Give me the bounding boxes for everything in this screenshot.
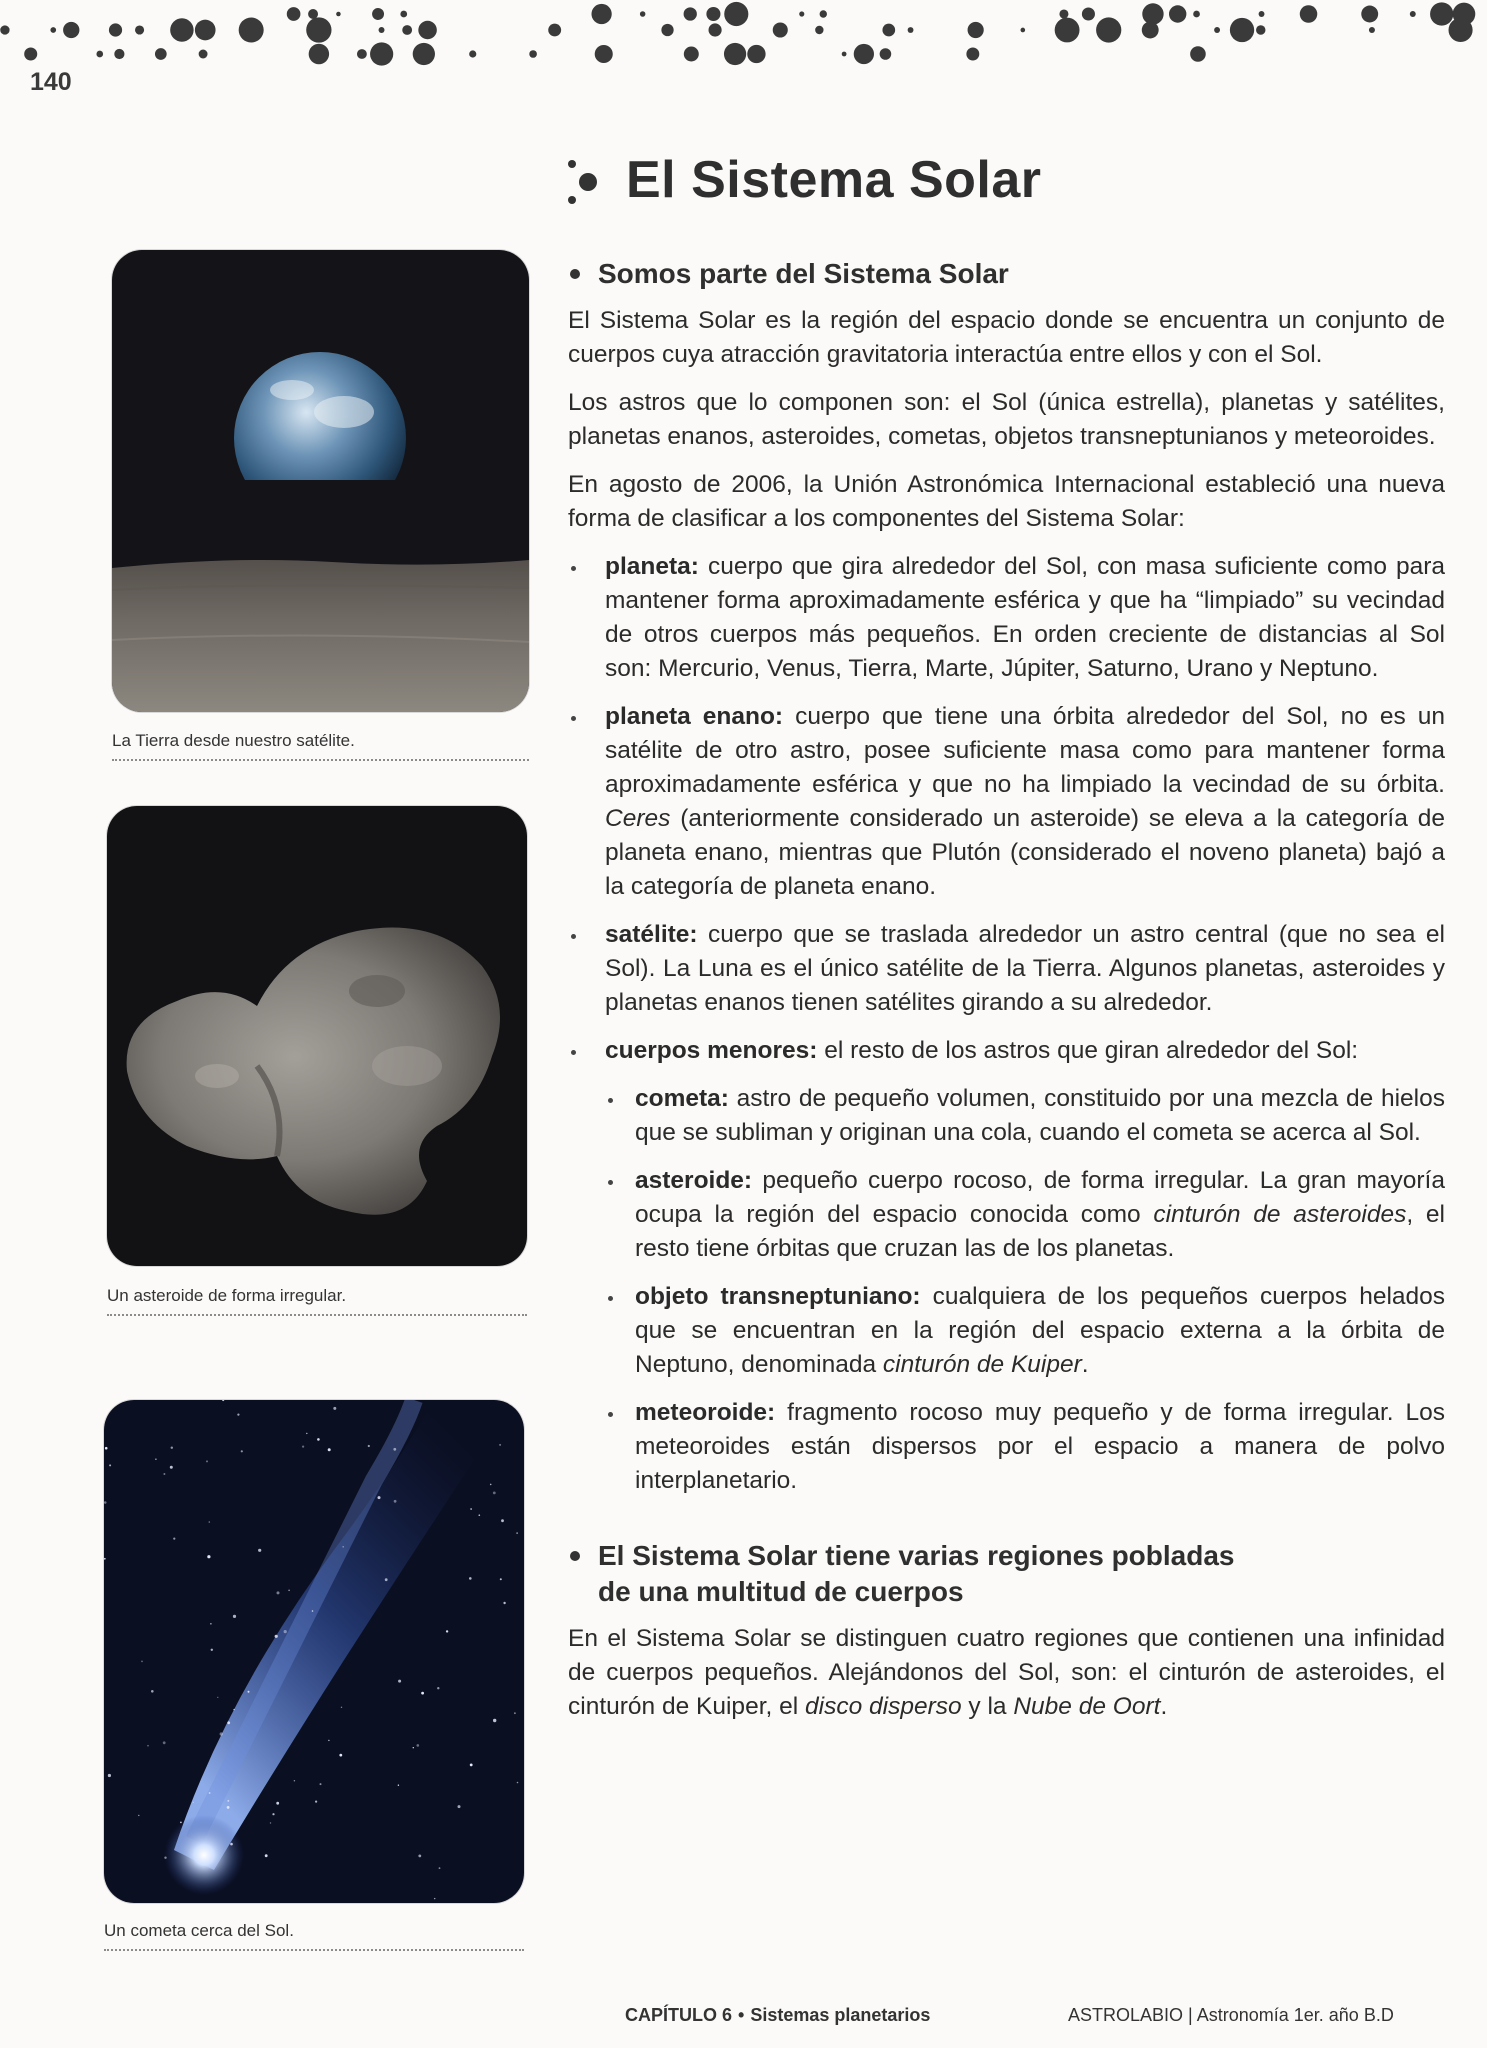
decorative-dot xyxy=(815,26,823,34)
decorative-dot xyxy=(591,4,611,24)
star xyxy=(276,1802,279,1805)
decorative-dot xyxy=(854,44,874,64)
term-definition: fragmento rocoso muy pequeño y de forma irregular. Los meteoroides están dispersos por el espacio a manera de polvo interplanetario. xyxy=(635,1399,1445,1494)
star xyxy=(501,1519,504,1522)
decorative-dot xyxy=(1410,11,1416,17)
star xyxy=(151,1690,154,1693)
star xyxy=(328,1740,329,1741)
decorative-dot xyxy=(661,24,673,36)
decorative-dot xyxy=(170,18,193,41)
star xyxy=(439,1867,441,1869)
decorative-dot xyxy=(1214,27,1220,33)
decorative-dot xyxy=(1230,18,1254,42)
decorative-dot xyxy=(63,22,79,38)
star xyxy=(284,1630,287,1633)
decorative-dot xyxy=(135,25,144,34)
star xyxy=(105,1447,108,1450)
decorative-dot xyxy=(684,47,699,62)
star xyxy=(155,1458,157,1460)
star xyxy=(417,1744,420,1747)
star xyxy=(421,1692,424,1695)
decorative-dot xyxy=(239,17,264,42)
star xyxy=(517,1782,519,1784)
star xyxy=(233,1615,236,1618)
star xyxy=(241,1450,243,1452)
decorative-dot xyxy=(1142,3,1163,24)
star xyxy=(109,1464,111,1466)
star xyxy=(170,1466,173,1469)
star xyxy=(479,1514,481,1516)
decorative-dot xyxy=(1256,25,1265,34)
decorative-dot xyxy=(199,50,208,59)
decorative-dot xyxy=(287,7,301,21)
section-heading: El Sistema Solar tiene varias regiones pobladas de una multitud de cuerpos xyxy=(568,1538,1268,1610)
decorative-dot xyxy=(966,48,979,61)
star xyxy=(147,1745,149,1747)
term-label: cometa: xyxy=(635,1085,729,1112)
decorative-dot xyxy=(1169,5,1186,22)
star xyxy=(227,1800,229,1802)
star xyxy=(398,1785,399,1786)
star xyxy=(270,1822,271,1823)
earth-rise-photo xyxy=(112,250,529,712)
decorative-dot xyxy=(968,22,984,38)
decorative-dot xyxy=(357,49,367,59)
decorative-dot xyxy=(595,45,613,63)
star xyxy=(171,1447,173,1449)
decorative-dot xyxy=(773,22,788,37)
paragraph-text: En el Sistema Solar se distinguen cuatro regiones que contienen una infinidad de cuerpos pequeños. Alejándonos del Sol, son: el cinturón de asteroides, el cinturón de Kuiper, el xyxy=(568,1625,1445,1720)
star xyxy=(317,1438,320,1441)
decorative-dot xyxy=(114,49,124,59)
term-definition: cualquiera de los pequeños cuerpos helados que se encuentran en la región del espacio externa a la órbita de Neptuno, denominada xyxy=(635,1283,1446,1378)
term-definition: . xyxy=(1081,1351,1089,1378)
decorative-dot xyxy=(308,9,318,19)
star xyxy=(490,1484,492,1486)
chapter-label: CAPÍTULO 6 xyxy=(625,2005,733,2025)
star xyxy=(210,1623,212,1625)
star xyxy=(499,1444,501,1446)
decorative-dot xyxy=(109,23,122,36)
star xyxy=(470,1508,472,1510)
minor-bodies-list xyxy=(605,1082,1445,1498)
decorative-dot-band xyxy=(0,0,1487,78)
term-definition: astro de pequeño volumen, constituido por una mezcla de hielos que se subliman y originan una cola, cuando el cometa se acerca al Sol. xyxy=(635,1085,1445,1146)
star xyxy=(275,1635,278,1638)
star xyxy=(500,1578,502,1580)
decorative-dot xyxy=(799,11,804,16)
star xyxy=(180,1822,182,1824)
star xyxy=(248,1691,250,1693)
decorative-dot xyxy=(0,25,9,34)
star xyxy=(394,1500,397,1503)
decorative-dot xyxy=(842,52,847,57)
star xyxy=(209,1521,211,1523)
italic-term: disco disperso xyxy=(805,1693,962,1720)
star xyxy=(237,1414,239,1416)
star xyxy=(163,1473,165,1475)
star xyxy=(288,1590,290,1592)
star xyxy=(173,1538,175,1540)
star xyxy=(446,1630,448,1632)
paragraph-text: y la xyxy=(961,1693,1014,1720)
decorative-dot xyxy=(96,51,103,58)
decorative-dot xyxy=(370,42,393,65)
comet-photo xyxy=(104,1400,524,1903)
star xyxy=(339,1754,342,1757)
italic-term: cinturón de asteroides xyxy=(1153,1201,1407,1228)
decorative-dot xyxy=(306,17,331,42)
star xyxy=(193,1802,194,1803)
star xyxy=(312,1610,314,1612)
decorative-dot xyxy=(640,11,646,17)
star xyxy=(302,1446,304,1448)
paragraph-text: . xyxy=(1160,1693,1168,1720)
decorative-dot xyxy=(469,50,476,57)
decorative-dot xyxy=(50,27,56,33)
term-definition: el resto de los astros que giran alrededor del Sol: xyxy=(817,1037,1359,1064)
decorative-dot xyxy=(1361,6,1378,23)
star xyxy=(413,1747,414,1748)
paragraph: El Sistema Solar es la región del espacio donde se encuentra un conjunto de cuerpos cuya atracción gravitatoria interactúa entre ellos y con el Sol. xyxy=(568,307,1445,368)
star xyxy=(328,1448,331,1451)
term-label: objeto transneptuniano: xyxy=(635,1283,921,1310)
italic-term: Ceres xyxy=(605,805,671,832)
star xyxy=(437,1687,439,1689)
decorative-dot xyxy=(336,12,341,17)
term-label: asteroide: xyxy=(635,1167,753,1194)
term-definition: cuerpo que se traslada alrededor un astro central (que no sea el Sol). La Luna es el único satélite de la Tierra. Algunos planetas, asteroides y planetas enanos tienen satélites girando a su alrededor. xyxy=(605,921,1445,1016)
list-item xyxy=(568,550,1445,686)
decorative-dot xyxy=(882,24,895,37)
star xyxy=(306,1433,307,1434)
star xyxy=(493,1719,496,1722)
star xyxy=(493,1492,496,1495)
star xyxy=(207,1555,210,1558)
decorative-dot xyxy=(24,47,37,60)
bullet-separator: • xyxy=(738,2005,745,2025)
star xyxy=(206,1460,208,1462)
decorative-dot xyxy=(1369,27,1375,33)
term-definition: pequeño cuerpo rocoso, de forma irregular. La gran mayoría ocupa la región del espacio conocida como xyxy=(635,1167,1445,1228)
decorative-dot xyxy=(1082,7,1095,20)
star xyxy=(470,1764,473,1767)
star xyxy=(138,1815,139,1816)
decorative-dot xyxy=(1300,5,1318,23)
star xyxy=(514,1712,516,1714)
star xyxy=(315,1801,317,1803)
decorative-dot xyxy=(1449,18,1473,42)
decorative-dot xyxy=(529,50,537,58)
star xyxy=(233,1709,234,1710)
decorative-dot xyxy=(709,23,722,36)
decorative-dot xyxy=(706,7,720,21)
decorative-dot xyxy=(820,10,827,17)
star xyxy=(265,1854,268,1857)
star xyxy=(393,1448,396,1451)
star xyxy=(342,1546,344,1548)
star xyxy=(227,1721,230,1724)
decorative-dot xyxy=(1259,11,1265,17)
term-definition: cuerpo que tiene una órbita alrededor del Sol, no es un satélite de otro astro, posee suficiente masa como para mantener forma aproximadamente esférica y que no ha limpiado la vecindad de su órbita. xyxy=(605,703,1446,798)
star xyxy=(258,1549,261,1552)
paragraph xyxy=(568,1622,1445,1724)
star xyxy=(164,1857,166,1859)
star xyxy=(398,1680,401,1683)
decorative-dot xyxy=(155,48,167,60)
list-item xyxy=(568,1034,1445,1498)
main-text-column xyxy=(568,256,1445,1738)
term-label: satélite: xyxy=(605,921,698,948)
term-definition: (anteriormente considerado un asteroide) se eleva a la categoría de planeta enano, mientras que Plutón (considerado el noveno planeta) bajó a la categoría de planeta enano. xyxy=(605,805,1445,900)
term-definition: cuerpo que gira alrededor del Sol, con masa suficiente como para mantener forma aproximadamente esférica y que ha “limpiado” su vecindad de otros cuerpos más pequeños. En orden creciente de distancias al Sol son: Mercurio, Venus, Tierra, Marte, Júpiter, Saturno, Urano y Neptuno. xyxy=(605,553,1445,682)
star xyxy=(333,1407,336,1410)
star xyxy=(503,1602,505,1604)
footer-book: ASTROLABIO | Astronomía 1er. año B.D xyxy=(1068,2005,1394,2025)
term-label: planeta: xyxy=(605,553,699,580)
title-block xyxy=(566,150,1042,210)
asteroid-photo xyxy=(107,806,527,1266)
star xyxy=(523,1407,524,1408)
decorative-dot xyxy=(372,8,384,20)
section-heading: Somos parte del Sistema Solar xyxy=(568,256,1445,292)
star xyxy=(230,1843,233,1846)
decorative-dot xyxy=(724,2,748,26)
star xyxy=(277,1591,280,1594)
star xyxy=(368,1445,370,1447)
title-dots-icon xyxy=(566,154,606,206)
star xyxy=(211,1649,213,1651)
decorative-dot xyxy=(309,44,329,64)
page-title: El Sistema Solar xyxy=(626,151,1042,209)
term-label: cuerpos menores: xyxy=(605,1037,818,1064)
term-label: planeta enano: xyxy=(605,703,784,730)
decorative-dot xyxy=(1059,9,1068,18)
star xyxy=(341,1707,342,1708)
star xyxy=(458,1805,461,1808)
star xyxy=(418,1855,421,1858)
decorative-dot xyxy=(548,24,561,37)
italic-term: Nube de Oort xyxy=(1013,1693,1161,1720)
decorative-dot xyxy=(379,27,385,33)
decorative-dot xyxy=(684,7,697,20)
paragraph: Los astros que lo componen son: el Sol (única estrella), planetas y satélites, planetas enanos, asteroides, cometas, objetos transneptunianos y meteoroides. xyxy=(568,389,1445,450)
star xyxy=(217,1697,218,1698)
decorative-dot xyxy=(1142,22,1159,39)
decorative-dot xyxy=(1096,17,1121,42)
star xyxy=(209,1792,211,1794)
decorative-dot xyxy=(1055,18,1080,43)
decorative-dot xyxy=(195,20,216,41)
decorative-dot xyxy=(418,21,437,40)
star xyxy=(294,1780,295,1781)
star xyxy=(163,1741,166,1744)
classification-list xyxy=(568,550,1445,1498)
star xyxy=(104,1501,107,1504)
footer-chapter xyxy=(625,2005,930,2026)
term-label: meteoroide: xyxy=(635,1399,776,1426)
star xyxy=(272,1813,274,1815)
star xyxy=(106,1408,108,1410)
list-item xyxy=(605,1164,1445,1266)
star xyxy=(141,1661,143,1663)
star xyxy=(227,1806,230,1809)
star xyxy=(378,1496,381,1499)
star xyxy=(320,1783,322,1785)
star xyxy=(220,1732,223,1735)
list-item xyxy=(568,918,1445,1020)
term-definition: , el resto tiene órbitas que cruzan las de los planetas. xyxy=(635,1201,1445,1262)
decorative-dot xyxy=(400,11,407,18)
decorative-dot xyxy=(724,43,746,65)
decorative-dot xyxy=(1190,46,1206,62)
paragraph: En agosto de 2006, la Unión Astronómica Internacional estableció una nueva forma de clasificar a los componentes del Sistema Solar: xyxy=(568,471,1445,532)
image-caption: Un cometa cerca del Sol. xyxy=(104,1921,524,1951)
italic-term: cinturón de Kuiper xyxy=(882,1351,1082,1378)
decorative-dot xyxy=(402,25,412,35)
chapter-title: Sistemas planetarios xyxy=(750,2005,931,2025)
decorative-dot xyxy=(1430,2,1453,25)
star xyxy=(385,1578,388,1581)
list-item xyxy=(605,1396,1445,1498)
star xyxy=(516,1532,517,1533)
list-item xyxy=(605,1280,1445,1382)
image-caption: Un asteroide de forma irregular. xyxy=(107,1286,527,1316)
image-caption: La Tierra desde nuestro satélite. xyxy=(112,731,529,761)
star xyxy=(108,1774,111,1777)
decorative-dot xyxy=(413,43,435,65)
decorative-dot xyxy=(1193,11,1200,18)
decorative-dot xyxy=(880,48,892,60)
list-item xyxy=(605,1082,1445,1150)
list-item xyxy=(568,700,1445,904)
star xyxy=(434,1898,435,1899)
decorative-dot xyxy=(908,27,914,33)
star xyxy=(469,1577,472,1580)
decorative-dot xyxy=(747,45,765,63)
page-number: 140 xyxy=(30,68,72,96)
decorative-dot xyxy=(1020,28,1025,33)
